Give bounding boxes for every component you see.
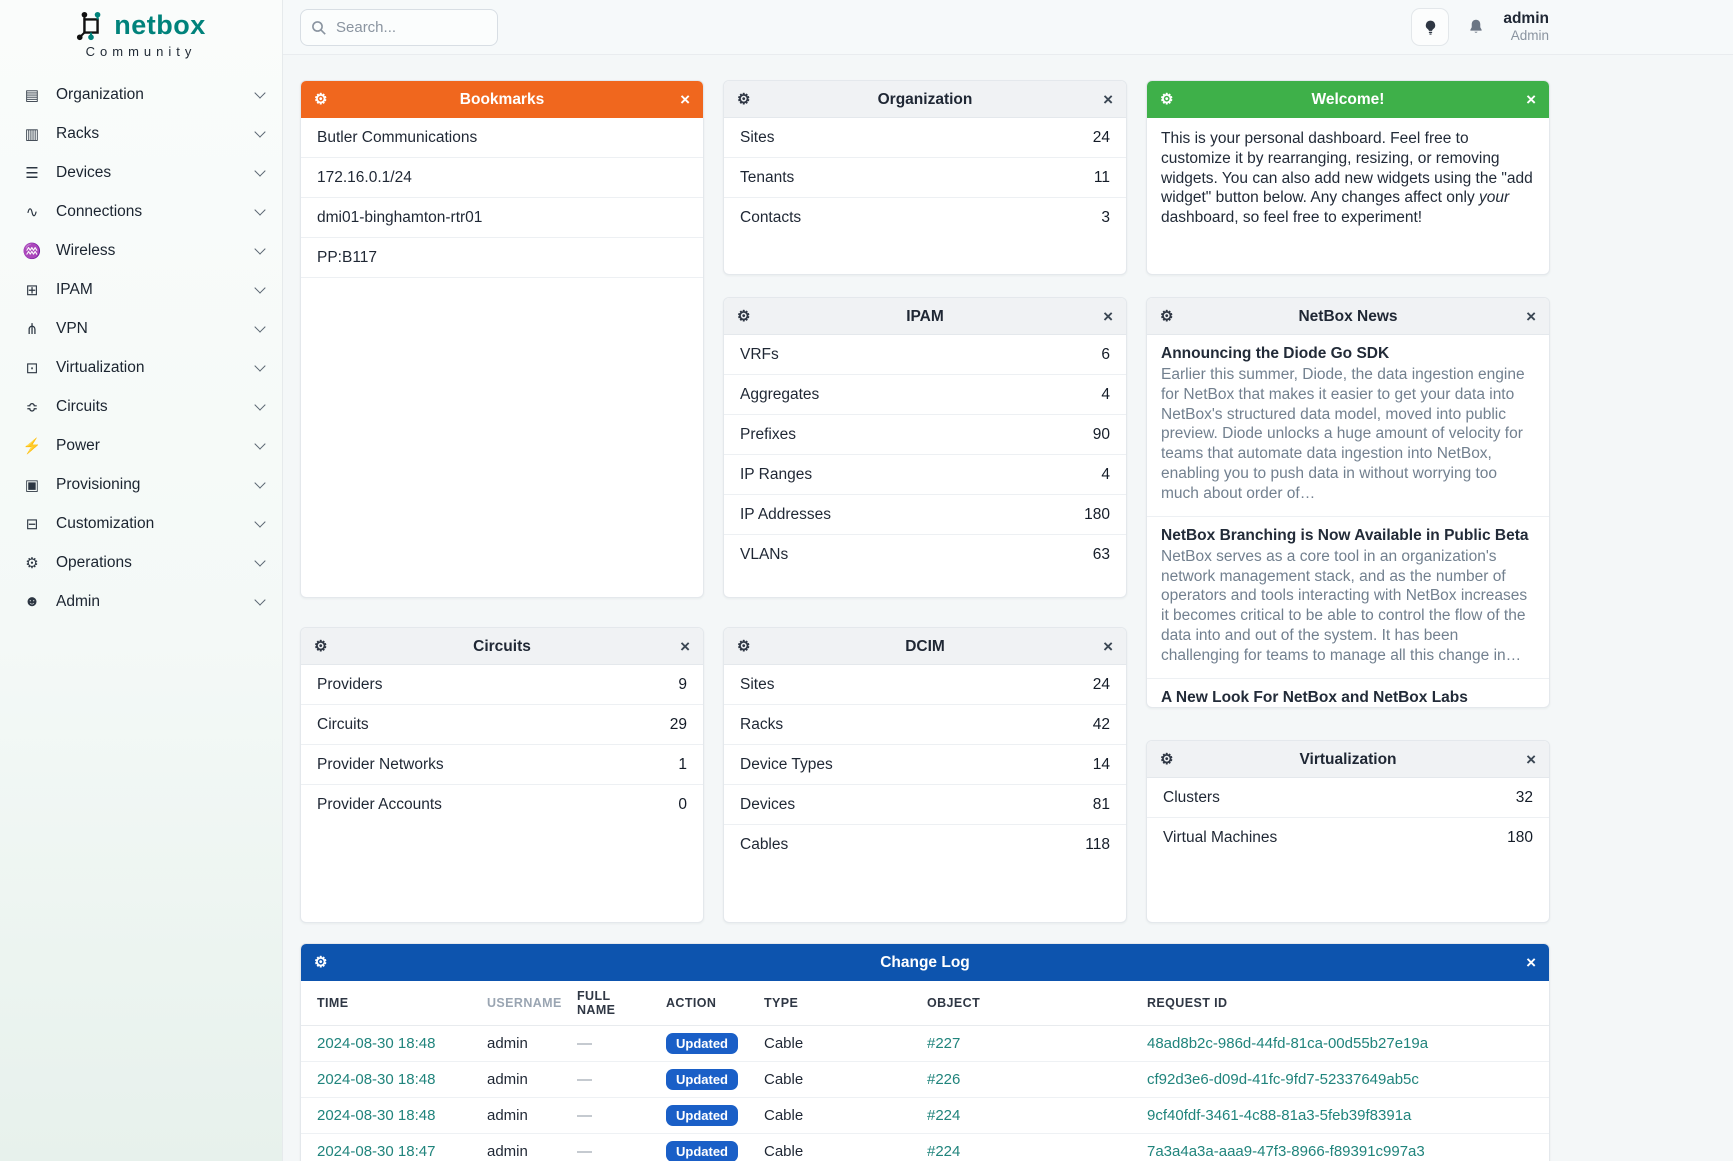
stat-label[interactable]: Sites — [740, 675, 775, 693]
widget-title: Circuits — [473, 638, 531, 655]
sidebar-item-devices[interactable] — [0, 153, 282, 192]
stat-row — [724, 785, 1126, 825]
stat-value: 1 — [678, 755, 687, 773]
chevron-down-icon — [254, 165, 265, 176]
stat-label[interactable]: Prefixes — [740, 425, 796, 443]
gear-icon[interactable]: ⚙ — [737, 638, 751, 655]
stat-row — [301, 785, 703, 825]
stat-value: 29 — [669, 715, 687, 733]
stat-value: 4 — [1101, 465, 1110, 483]
widget-title: DCIM — [905, 638, 945, 655]
sidebar-item-label: Devices — [56, 163, 112, 181]
changelog-column-header: USERNAME — [487, 996, 562, 1010]
monitor-icon: ⊡ — [25, 359, 39, 377]
stat-label[interactable]: Racks — [740, 715, 784, 733]
stat-label[interactable]: Clusters — [1163, 788, 1220, 806]
close-icon[interactable]: × — [1103, 307, 1113, 326]
gear-icon[interactable]: ⚙ — [1160, 751, 1174, 768]
changelog-object-link[interactable]: #226 — [927, 1071, 961, 1088]
changelog-username: admin — [487, 1107, 528, 1124]
changelog-type: Cable — [764, 1107, 804, 1124]
light-bulb-icon — [1422, 19, 1439, 36]
chevron-down-icon — [254, 87, 265, 98]
brand-name: netbox — [114, 10, 206, 40]
close-icon[interactable]: × — [680, 90, 690, 109]
action-badge: Updated — [666, 1105, 738, 1126]
stat-label[interactable]: Circuits — [317, 715, 369, 733]
chevron-down-icon — [254, 360, 265, 371]
chevron-down-icon — [254, 282, 265, 293]
changelog-rows — [301, 1026, 1549, 1161]
news-article — [1147, 335, 1549, 517]
notifications-button[interactable] — [1463, 8, 1489, 46]
wifi-icon: ♒ — [22, 242, 42, 260]
news-article — [1147, 679, 1549, 708]
stat-label[interactable]: Devices — [740, 795, 796, 813]
gear-icon[interactable]: ⚙ — [1160, 308, 1174, 325]
news-headline-link[interactable]: Announcing the Diode Go SDK — [1161, 345, 1390, 362]
sidebar-item-wireless[interactable] — [0, 231, 282, 270]
stat-row — [724, 335, 1126, 375]
stat-row — [301, 705, 703, 745]
stat-label[interactable]: Provider Accounts — [317, 796, 442, 813]
sidebar-item-organization[interactable] — [0, 75, 282, 114]
rack-icon: ▥ — [24, 125, 40, 143]
stat-label[interactable]: VRFs — [740, 345, 779, 363]
widget-virtualization — [1146, 740, 1550, 923]
chevron-down-icon — [254, 204, 265, 215]
sidebar-item-label: Connections — [56, 202, 143, 220]
welcome-text: This is your personal dashboard. Feel free to customize it by rearranging, resizing, or removing widgets. You can also add new widgets using the "add widget" button below. Any changes affect only your dashboard, so feel free to experiment! — [1161, 130, 1533, 227]
gear-icon[interactable]: ⚙ — [737, 91, 751, 108]
sidebar-item-racks[interactable] — [0, 114, 282, 153]
chevron-down-icon — [254, 594, 265, 605]
gear-icon[interactable]: ⚙ — [314, 954, 328, 971]
netbox-logo-icon — [76, 11, 106, 41]
topbar — [283, 0, 1733, 55]
close-icon[interactable]: × — [1526, 307, 1536, 326]
sidebar-item-provisioning[interactable] — [0, 465, 282, 504]
sidebar-item-power[interactable] — [0, 426, 282, 465]
stat-row — [724, 415, 1126, 455]
changelog-object-link[interactable]: #224 — [927, 1143, 961, 1160]
changelog-column-header: FULL NAME — [577, 989, 616, 1017]
stat-row — [724, 705, 1126, 745]
changelog-header-row — [301, 981, 1549, 1026]
widget-netbox-news — [1146, 297, 1550, 708]
stat-label[interactable]: Device Types — [740, 755, 833, 773]
search-input[interactable] — [336, 19, 476, 36]
bookmark-link[interactable]: dmi01-binghamton-rtr01 — [301, 198, 703, 238]
widget-title: NetBox News — [1298, 308, 1398, 325]
sidebar-item-operations[interactable] — [0, 543, 282, 582]
changelog-username: admin — [487, 1035, 528, 1052]
changelog-full-name: — — [577, 1107, 592, 1124]
chevron-down-icon — [254, 126, 265, 137]
changelog-full-name: — — [577, 1143, 592, 1160]
gear-icon[interactable]: ⚙ — [314, 91, 328, 108]
building-icon: ▤ — [24, 86, 40, 104]
changelog-time-link[interactable]: 2024-08-30 18:48 — [317, 1107, 436, 1124]
bookmarks-list — [301, 118, 703, 278]
action-badge: Updated — [666, 1141, 738, 1161]
changelog-type: Cable — [764, 1071, 804, 1088]
stat-label[interactable]: Provider Networks — [317, 755, 444, 773]
stat-value: 14 — [1092, 755, 1110, 773]
changelog-request-id-link[interactable]: 48ad8b2c-986d-44fd-81ca-00d55b27e19a — [1147, 1035, 1429, 1052]
chevron-down-icon — [254, 516, 265, 527]
sidebar-item-vpn[interactable] — [0, 309, 282, 348]
changelog-column-header: ACTION — [666, 996, 717, 1010]
sidebar-item-label: Admin — [56, 592, 100, 610]
user-name: admin — [1503, 10, 1549, 28]
close-icon[interactable]: × — [1103, 637, 1113, 656]
stat-value: 180 — [1084, 505, 1110, 523]
brand[interactable] — [0, 0, 282, 59]
stat-value: 4 — [1101, 385, 1110, 403]
theme-toggle-button[interactable] — [1411, 8, 1449, 46]
brand-subtitle: Community — [85, 44, 197, 59]
bookmark-link[interactable]: PP:B117 — [301, 238, 703, 278]
stat-label[interactable]: IP Addresses — [740, 505, 832, 523]
widget-title: Organization — [877, 91, 973, 108]
sidebar-item-label: Provisioning — [56, 475, 141, 493]
sidebar-item-ipam[interactable] — [0, 270, 282, 309]
widget-title: IPAM — [906, 308, 944, 325]
news-headline-link[interactable]: A New Look For NetBox and NetBox Labs — [1161, 688, 1468, 706]
stat-row — [724, 198, 1126, 238]
stat-row — [724, 745, 1126, 785]
changelog-type: Cable — [764, 1035, 804, 1052]
sidebar-nav — [0, 75, 282, 621]
chevron-down-icon — [254, 243, 265, 254]
changelog-type: Cable — [764, 1143, 804, 1160]
changelog-column-header: OBJECT — [927, 996, 981, 1010]
stat-row — [724, 118, 1126, 158]
widget-organization — [723, 80, 1127, 275]
sidebar-item-label: IPAM — [56, 280, 93, 298]
bell-icon — [1467, 18, 1485, 36]
changelog-time-link[interactable]: 2024-08-30 18:48 — [317, 1035, 436, 1052]
stat-value: 32 — [1515, 788, 1533, 806]
stat-value: 90 — [1092, 425, 1110, 443]
sidebar-item-virtualization[interactable] — [0, 348, 282, 387]
lightning-icon: ⚡ — [22, 437, 42, 455]
table-row — [301, 1062, 1549, 1098]
news-body: Earlier this summer, Diode, the data ingestion engine for NetBox that makes it easier to get your data into NetBox's structured data model, moved into public preview. Diode unlocks a huge amount of velocity for teams that automate data ingestion into NetBox, enabling you to push data in without worrying too much about order of… — [1161, 366, 1525, 502]
sidebar-item-label: Virtualization — [56, 358, 145, 376]
users-icon: ☻ — [24, 593, 40, 610]
dashboard — [283, 55, 1733, 1161]
chevron-down-icon — [254, 438, 265, 449]
bookmark-link[interactable]: 172.16.0.1/24 — [301, 158, 703, 198]
table-row — [301, 1098, 1549, 1134]
table-row — [301, 1134, 1549, 1161]
stat-value: 63 — [1092, 546, 1110, 563]
stat-label[interactable]: Tenants — [740, 168, 795, 186]
widget-circuits — [300, 627, 704, 923]
user-menu[interactable] — [1503, 10, 1549, 43]
sidebar-item-connections[interactable] — [0, 192, 282, 231]
changelog-column-header: TIME — [317, 996, 349, 1010]
stat-value: 24 — [1092, 675, 1110, 693]
stat-list — [724, 335, 1126, 575]
widget-ipam — [723, 297, 1127, 598]
stat-row — [724, 495, 1126, 535]
stat-list — [724, 118, 1126, 238]
sidebar-item-admin[interactable] — [0, 582, 282, 621]
stat-row — [1147, 778, 1549, 818]
stat-list — [724, 665, 1126, 865]
news-body: NetBox serves as a core tool in an organization's network management stack, and as the number of operators and tools interacting with NetBox increases it becomes critical to be able to control the flow of the data into and out of the system. It has been challenging for teams to manage all this change in… — [1161, 547, 1528, 664]
chevron-down-icon — [254, 321, 265, 332]
sidebar-item-label: Organization — [56, 85, 144, 103]
chevron-down-icon — [254, 555, 265, 566]
widget-title: Welcome! — [1311, 91, 1385, 108]
stat-value: 0 — [678, 796, 687, 813]
stat-value: 118 — [1085, 836, 1110, 853]
bookmark-link[interactable]: Butler Communications — [301, 118, 703, 158]
changelog-request-id-link[interactable]: 7a3a4a3a-aaa9-47f3-8966-f89391c997a3 — [1147, 1143, 1425, 1160]
news-headline-link[interactable]: NetBox Branching is Now Available in Public Beta — [1161, 526, 1529, 544]
sidebar-item-label: Customization — [56, 514, 155, 532]
changelog-full-name: — — [577, 1035, 592, 1052]
document-icon: ▣ — [24, 476, 40, 494]
sidebar-item-label: Wireless — [56, 241, 116, 259]
gears-icon: ⚙ — [25, 554, 39, 572]
stat-value: 3 — [1101, 209, 1110, 226]
widget-title: Virtualization — [1299, 751, 1397, 768]
stat-list — [301, 665, 703, 825]
close-icon[interactable]: × — [1526, 953, 1536, 972]
widget-title: Change Log — [880, 954, 970, 971]
changelog-time-link[interactable]: 2024-08-30 18:47 — [317, 1143, 436, 1160]
search-icon — [311, 20, 327, 36]
sidebar-item-label: Power — [56, 436, 100, 454]
widget-bookmarks — [300, 80, 704, 598]
stat-row — [301, 665, 703, 705]
widget-change-log — [300, 943, 1550, 1161]
stat-label[interactable]: Contacts — [740, 209, 802, 226]
stat-label[interactable]: VLANs — [740, 546, 789, 563]
stat-label[interactable]: IP Ranges — [740, 465, 813, 483]
stat-list — [1147, 778, 1549, 858]
user-role: Admin — [1510, 28, 1549, 44]
stat-value: 6 — [1101, 345, 1110, 363]
stat-value: 42 — [1092, 715, 1110, 733]
stat-row — [724, 535, 1126, 575]
gear-icon[interactable]: ⚙ — [1160, 91, 1174, 108]
stat-label[interactable]: Providers — [317, 675, 383, 693]
server-icon: ☰ — [25, 164, 39, 182]
sidebar-item-label: Racks — [56, 124, 100, 142]
changelog-request-id-link[interactable]: cf92d3e6-d09d-41fc-9fd7-52337649ab5c — [1147, 1071, 1419, 1088]
stat-row — [724, 665, 1126, 705]
sidebar — [0, 0, 283, 1161]
ip-grid-icon: ⊞ — [25, 281, 39, 299]
changelog-time-link[interactable]: 2024-08-30 18:48 — [317, 1071, 436, 1088]
news-article — [1147, 517, 1549, 679]
stat-row — [724, 455, 1126, 495]
stat-value: 24 — [1092, 128, 1110, 146]
stat-value: 81 — [1092, 795, 1110, 813]
changelog-column-header: REQUEST ID — [1147, 996, 1228, 1010]
stat-label[interactable]: Virtual Machines — [1163, 829, 1278, 846]
sidebar-item-label: Circuits — [56, 397, 108, 415]
gear-icon[interactable]: ⚙ — [737, 308, 751, 325]
stat-row — [724, 375, 1126, 415]
stat-row — [724, 158, 1126, 198]
sidebar-item-label: VPN — [56, 319, 88, 337]
sidebar-item-circuits[interactable] — [0, 387, 282, 426]
circuit-icon: ≎ — [25, 398, 39, 416]
network-graph-icon: ⋔ — [25, 320, 39, 338]
stat-value: 9 — [678, 675, 687, 693]
search-box[interactable] — [300, 9, 498, 46]
changelog-object-link[interactable]: #227 — [927, 1035, 961, 1052]
stat-label[interactable]: Aggregates — [740, 385, 820, 403]
changelog-request-id-link[interactable]: 9cf40fdf-3461-4c88-81a3-5feb39f8391a — [1147, 1107, 1412, 1124]
cable-icon: ∿ — [25, 203, 39, 221]
widget-welcome — [1146, 80, 1550, 275]
widget-title: Bookmarks — [459, 91, 545, 108]
news-list — [1147, 335, 1549, 708]
stat-label[interactable]: Sites — [740, 128, 775, 146]
stat-value: 180 — [1507, 829, 1533, 846]
stat-row — [1147, 818, 1549, 858]
chevron-down-icon — [254, 399, 265, 410]
stat-value: 11 — [1093, 168, 1110, 186]
close-icon[interactable]: × — [1526, 750, 1536, 769]
sidebar-item-customization[interactable] — [0, 504, 282, 543]
close-icon[interactable]: × — [1103, 90, 1113, 109]
changelog-username: admin — [487, 1143, 528, 1160]
changelog-full-name: — — [577, 1071, 592, 1088]
action-badge: Updated — [666, 1069, 738, 1090]
widget-dcim — [723, 627, 1127, 923]
changelog-username: admin — [487, 1071, 528, 1088]
close-icon[interactable]: × — [1526, 90, 1536, 109]
toolbox-icon: ⊟ — [25, 515, 39, 533]
changelog-object-link[interactable]: #224 — [927, 1107, 961, 1124]
sidebar-item-label: Operations — [56, 553, 132, 571]
changelog-column-header: TYPE — [764, 996, 799, 1010]
table-row — [301, 1026, 1549, 1062]
close-icon[interactable]: × — [680, 637, 690, 656]
gear-icon[interactable]: ⚙ — [314, 638, 328, 655]
stat-row — [301, 745, 703, 785]
stat-row — [724, 825, 1126, 865]
action-badge: Updated — [666, 1033, 738, 1054]
stat-label[interactable]: Cables — [740, 836, 789, 853]
chevron-down-icon — [254, 477, 265, 488]
